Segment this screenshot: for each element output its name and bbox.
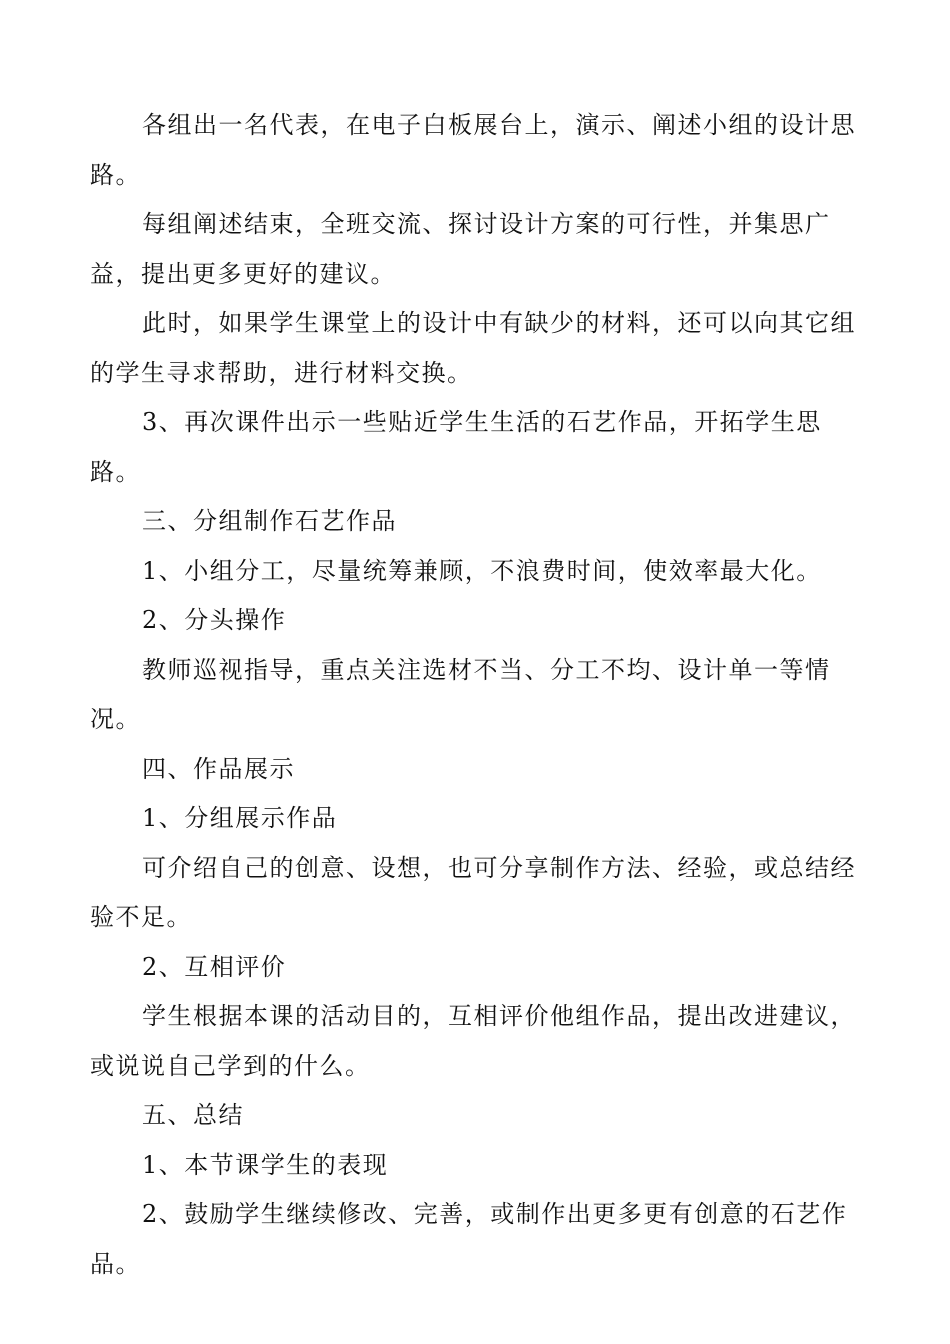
paragraph: 2、鼓励学生继续修改、完善，或制作出更多更有创意的石艺作品。: [90, 1200, 848, 1278]
subheading: 1、分组展示作品: [142, 804, 338, 832]
paragraph: 教师巡视指导，重点关注选材不当、分工不均、设计单一等情况。: [90, 655, 831, 733]
section-heading: 三、分组制作石艺作品: [142, 507, 397, 535]
subheading: 2、互相评价: [142, 952, 287, 981]
paragraph: 各组出一名代表，在电子白板展台上，演示、阐述小组的设计思路。: [90, 111, 856, 189]
paragraph: 此时，如果学生课堂上的设计中有缺少的材料，还可以向其它组的学生寻求帮助，进行材料交换。: [90, 309, 856, 387]
subheading: 1、本节课学生的表现: [142, 1150, 389, 1179]
paragraph: 3、再次课件出示一些贴近学生生活的石艺作品，开拓学生思路。: [90, 408, 822, 486]
subheading: 2、分头操作: [142, 606, 287, 634]
paragraph: 可介绍自己的创意、设想，也可分享制作方法、经验，或总结经验不足。: [90, 853, 856, 931]
document-body: [90, 101, 870, 1289]
paragraph: 1、小组分工，尽量统筹兼顾，不浪费时间，使效率最大化。: [142, 556, 822, 585]
section-heading: 五、总结: [142, 1101, 244, 1129]
paragraph: 每组阐述结束，全班交流、探讨设计方案的可行性，并集思广益，提出更多更好的建议。: [90, 210, 831, 288]
section-heading: 四、作品展示: [142, 754, 295, 783]
paragraph: 学生根据本课的活动目的，互相评价他组作品，提出改进建议，或说说自己学到的什么。: [90, 1002, 856, 1080]
